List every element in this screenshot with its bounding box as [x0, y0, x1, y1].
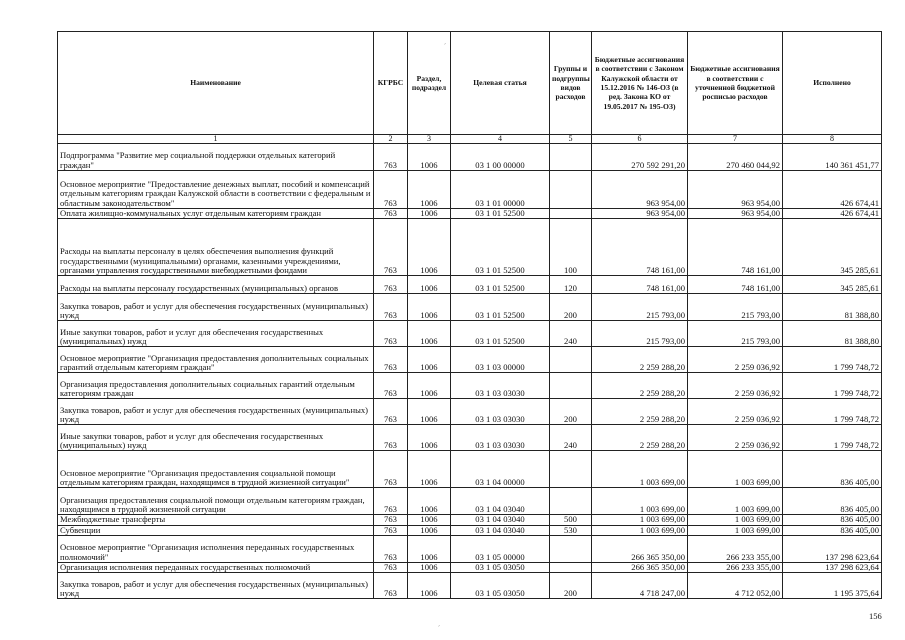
row-cel: 03 1 03 03030	[451, 425, 550, 451]
row-vid: 500	[550, 515, 592, 525]
row-v6: 2 259 288,20	[592, 347, 688, 373]
row-razdel: 1006	[408, 515, 451, 525]
row-v6: 4 718 247,00	[592, 573, 688, 599]
row-razdel: 1006	[408, 399, 451, 425]
row-cel: 03 1 03 00000	[451, 347, 550, 373]
row-vid: 100	[550, 219, 592, 276]
row-v8: 1 195 375,64	[783, 573, 882, 599]
column-number: 5	[550, 135, 592, 144]
row-v8: 137 298 623,64	[783, 535, 882, 562]
header-gruppy: Группы и подгруппы видов расходов	[550, 32, 592, 135]
row-cel: 03 1 00 00000	[451, 144, 550, 171]
row-razdel: 1006	[408, 209, 451, 219]
table-row	[58, 515, 882, 525]
row-name: Основное мероприятие "Организация предоставления дополнительных социальных гарантий отдельным категориям граждан"	[58, 347, 374, 373]
row-v6: 963 954,00	[592, 209, 688, 219]
header-row	[58, 32, 882, 135]
row-vid	[550, 209, 592, 219]
row-kgrbs: 763	[374, 144, 408, 171]
row-v8: 1 799 748,72	[783, 399, 882, 425]
row-cel: 03 1 05 00000	[451, 535, 550, 562]
row-v7: 266 233 355,00	[688, 562, 783, 572]
row-name: Иные закупки товаров, работ и услуг для обеспечения государственных (муниципальных) нужд	[58, 425, 374, 451]
row-v7: 748 161,00	[688, 276, 783, 294]
row-cel: 03 1 04 03040	[451, 488, 550, 515]
row-vid	[550, 562, 592, 572]
row-vid	[550, 144, 592, 171]
row-v7: 1 003 699,00	[688, 515, 783, 525]
row-v8: 836 405,00	[783, 451, 882, 488]
row-cel: 03 1 04 03040	[451, 515, 550, 525]
row-cel: 03 1 05 03050	[451, 573, 550, 599]
row-vid: 200	[550, 294, 592, 321]
row-v8: 81 388,80	[783, 321, 882, 347]
row-cel: 03 1 03 03030	[451, 399, 550, 425]
row-vid	[550, 488, 592, 515]
row-v7: 2 259 036,92	[688, 373, 783, 399]
row-v7: 215 793,00	[688, 294, 783, 321]
row-razdel: 1006	[408, 373, 451, 399]
row-v8: 1 799 748,72	[783, 373, 882, 399]
row-name: Основное мероприятие "Предоставление денежных выплат, пособий и компенсаций отдельным категориям граждан Калужской области в соответствии с федеральным и областным законодательством"	[58, 171, 374, 209]
row-razdel: 1006	[408, 573, 451, 599]
row-v7: 4 712 052,00	[688, 573, 783, 599]
header-cel: Целевая статья	[451, 32, 550, 135]
row-v8: 345 285,61	[783, 276, 882, 294]
row-vid: 240	[550, 425, 592, 451]
column-number: 8	[783, 135, 882, 144]
scan-speck: ˊ	[438, 626, 440, 632]
row-v7: 1 003 699,00	[688, 451, 783, 488]
header-razdel: Раздел, подраздел	[408, 32, 451, 135]
table-row	[58, 373, 882, 399]
table-row	[58, 144, 882, 171]
row-v7: 748 161,00	[688, 219, 783, 276]
row-name: Организация предоставления дополнительных социальных гарантий отдельным категориям граждан	[58, 373, 374, 399]
row-cel: 03 1 01 52500	[451, 294, 550, 321]
row-v8: 140 361 451,77	[783, 144, 882, 171]
row-v8: 836 405,00	[783, 488, 882, 515]
row-kgrbs: 763	[374, 171, 408, 209]
row-v7: 2 259 036,92	[688, 347, 783, 373]
row-name: Закупка товаров, работ и услуг для обеспечения государственных (муниципальных) нужд	[58, 573, 374, 599]
row-kgrbs: 763	[374, 573, 408, 599]
row-vid: 530	[550, 525, 592, 535]
row-v6: 1 003 699,00	[592, 451, 688, 488]
row-v6: 1 003 699,00	[592, 525, 688, 535]
row-razdel: 1006	[408, 347, 451, 373]
row-kgrbs: 763	[374, 219, 408, 276]
table-row	[58, 347, 882, 373]
row-v6: 2 259 288,20	[592, 425, 688, 451]
table-row	[58, 488, 882, 515]
column-number: 6	[592, 135, 688, 144]
row-v7: 266 233 355,00	[688, 535, 783, 562]
row-kgrbs: 763	[374, 451, 408, 488]
row-vid	[550, 171, 592, 209]
row-razdel: 1006	[408, 219, 451, 276]
row-cel: 03 1 04 00000	[451, 451, 550, 488]
table-row	[58, 399, 882, 425]
row-v6: 215 793,00	[592, 294, 688, 321]
table-row	[58, 209, 882, 219]
row-vid	[550, 347, 592, 373]
header-kgrbs: КГРБС	[374, 32, 408, 135]
row-cel: 03 1 01 52500	[451, 276, 550, 294]
table-row	[58, 219, 882, 276]
row-name: Организация предоставления социальной помощи отдельным категориям граждан, находящимся в трудной жизненной ситуации	[58, 488, 374, 515]
row-v6: 963 954,00	[592, 171, 688, 209]
table-row	[58, 321, 882, 347]
row-razdel: 1006	[408, 525, 451, 535]
row-v7: 963 954,00	[688, 209, 783, 219]
row-v8: 1 799 748,72	[783, 425, 882, 451]
row-v7: 2 259 036,92	[688, 425, 783, 451]
row-v6: 2 259 288,20	[592, 373, 688, 399]
row-kgrbs: 763	[374, 425, 408, 451]
row-v8: 836 405,00	[783, 525, 882, 535]
row-kgrbs: 763	[374, 515, 408, 525]
row-razdel: 1006	[408, 451, 451, 488]
row-v8: 137 298 623,64	[783, 562, 882, 572]
row-v7: 1 003 699,00	[688, 488, 783, 515]
row-cel: 03 1 01 52500	[451, 209, 550, 219]
row-v8: 1 799 748,72	[783, 347, 882, 373]
table-row	[58, 294, 882, 321]
row-name: Основное мероприятие "Организация предоставления социальной помощи отдельным категориям граждан, находящимся в трудной жизненной ситуации"	[58, 451, 374, 488]
row-razdel: 1006	[408, 171, 451, 209]
row-kgrbs: 763	[374, 525, 408, 535]
row-cel: 03 1 01 52500	[451, 321, 550, 347]
row-name: Межбюджетные трансферты	[58, 515, 374, 525]
row-razdel: 1006	[408, 144, 451, 171]
row-kgrbs: 763	[374, 562, 408, 572]
row-v7: 215 793,00	[688, 321, 783, 347]
column-number-row	[58, 135, 882, 144]
row-name: Субвенции	[58, 525, 374, 535]
row-v6: 748 161,00	[592, 276, 688, 294]
row-name: Основное мероприятие "Организация исполнения переданных государственных полномочий"	[58, 535, 374, 562]
row-name: Закупка товаров, работ и услуг для обеспечения государственных (муниципальных) нужд	[58, 399, 374, 425]
row-razdel: 1006	[408, 294, 451, 321]
row-v7: 270 460 044,92	[688, 144, 783, 171]
page-number: 156	[869, 611, 882, 621]
row-v8: 345 285,61	[783, 219, 882, 276]
row-cel: 03 1 03 03030	[451, 373, 550, 399]
row-vid: 200	[550, 573, 592, 599]
row-kgrbs: 763	[374, 209, 408, 219]
row-kgrbs: 763	[374, 399, 408, 425]
row-v6: 2 259 288,20	[592, 399, 688, 425]
row-razdel: 1006	[408, 488, 451, 515]
row-v6: 266 365 350,00	[592, 535, 688, 562]
row-cel: 03 1 01 52500	[451, 219, 550, 276]
row-razdel: 1006	[408, 321, 451, 347]
row-kgrbs: 763	[374, 321, 408, 347]
row-v8: 426 674,41	[783, 171, 882, 209]
row-v6: 1 003 699,00	[592, 488, 688, 515]
row-razdel: 1006	[408, 425, 451, 451]
row-kgrbs: 763	[374, 276, 408, 294]
row-cel: 03 1 01 00000	[451, 171, 550, 209]
row-vid: 240	[550, 321, 592, 347]
table-row	[58, 451, 882, 488]
row-name: Подпрограмма "Развитие мер социальной поддержки отдельных категорий граждан"	[58, 144, 374, 171]
row-vid: 200	[550, 399, 592, 425]
row-name: Расходы на выплаты персоналу государственных (муниципальных) органов	[58, 276, 374, 294]
row-vid	[550, 451, 592, 488]
row-v6: 1 003 699,00	[592, 515, 688, 525]
row-v6: 270 592 291,20	[592, 144, 688, 171]
budget-table	[57, 31, 882, 599]
column-number: 3	[408, 135, 451, 144]
row-kgrbs: 763	[374, 535, 408, 562]
header-col7: Бюджетные ассигнования в соответствии с уточненной бюджетной росписью расходов	[688, 32, 783, 135]
row-name: Организация исполнения переданных государственных полномочий	[58, 562, 374, 572]
row-name: Иные закупки товаров, работ и услуг для обеспечения государственных (муниципальных) нужд	[58, 321, 374, 347]
row-kgrbs: 763	[374, 373, 408, 399]
table-row	[58, 525, 882, 535]
row-razdel: 1006	[408, 276, 451, 294]
header-col6: Бюджетные ассигнования в соответствии с Законом Калужской области от 15.12.2016 № 146-ОЗ (в ред. Закона КО от 19.05.2017 № 195-ОЗ)	[592, 32, 688, 135]
column-number: 2	[374, 135, 408, 144]
row-vid	[550, 373, 592, 399]
table-row	[58, 535, 882, 562]
row-kgrbs: 763	[374, 294, 408, 321]
column-number: 7	[688, 135, 783, 144]
row-vid: 120	[550, 276, 592, 294]
table-row	[58, 171, 882, 209]
row-v7: 1 003 699,00	[688, 525, 783, 535]
table-row	[58, 425, 882, 451]
table-row	[58, 573, 882, 599]
row-kgrbs: 763	[374, 347, 408, 373]
row-v7: 963 954,00	[688, 171, 783, 209]
scan-speck: ˊ	[444, 44, 446, 50]
row-kgrbs: 763	[374, 488, 408, 515]
row-v8: 836 405,00	[783, 515, 882, 525]
header-col8: Исполнено	[783, 32, 882, 135]
header-name: Наименование	[58, 32, 374, 135]
row-v8: 81 388,80	[783, 294, 882, 321]
row-v6: 266 365 350,00	[592, 562, 688, 572]
column-number: 4	[451, 135, 550, 144]
row-vid	[550, 535, 592, 562]
row-cel: 03 1 04 03040	[451, 525, 550, 535]
column-number: 1	[58, 135, 374, 144]
row-razdel: 1006	[408, 535, 451, 562]
row-name: Расходы на выплаты персоналу в целях обеспечения выполнения функций государственными (муниципальными) органами, казенными учреждениями, органами управления государственными внебюджетными фондами	[58, 219, 374, 276]
row-name: Оплата жилищно-коммунальных услуг отдельным категориям граждан	[58, 209, 374, 219]
row-cel: 03 1 05 03050	[451, 562, 550, 572]
table-row	[58, 562, 882, 572]
row-v6: 748 161,00	[592, 219, 688, 276]
table-row	[58, 276, 882, 294]
row-v6: 215 793,00	[592, 321, 688, 347]
row-v8: 426 674,41	[783, 209, 882, 219]
row-v7: 2 259 036,92	[688, 399, 783, 425]
row-name: Закупка товаров, работ и услуг для обеспечения государственных (муниципальных) нужд	[58, 294, 374, 321]
row-razdel: 1006	[408, 562, 451, 572]
